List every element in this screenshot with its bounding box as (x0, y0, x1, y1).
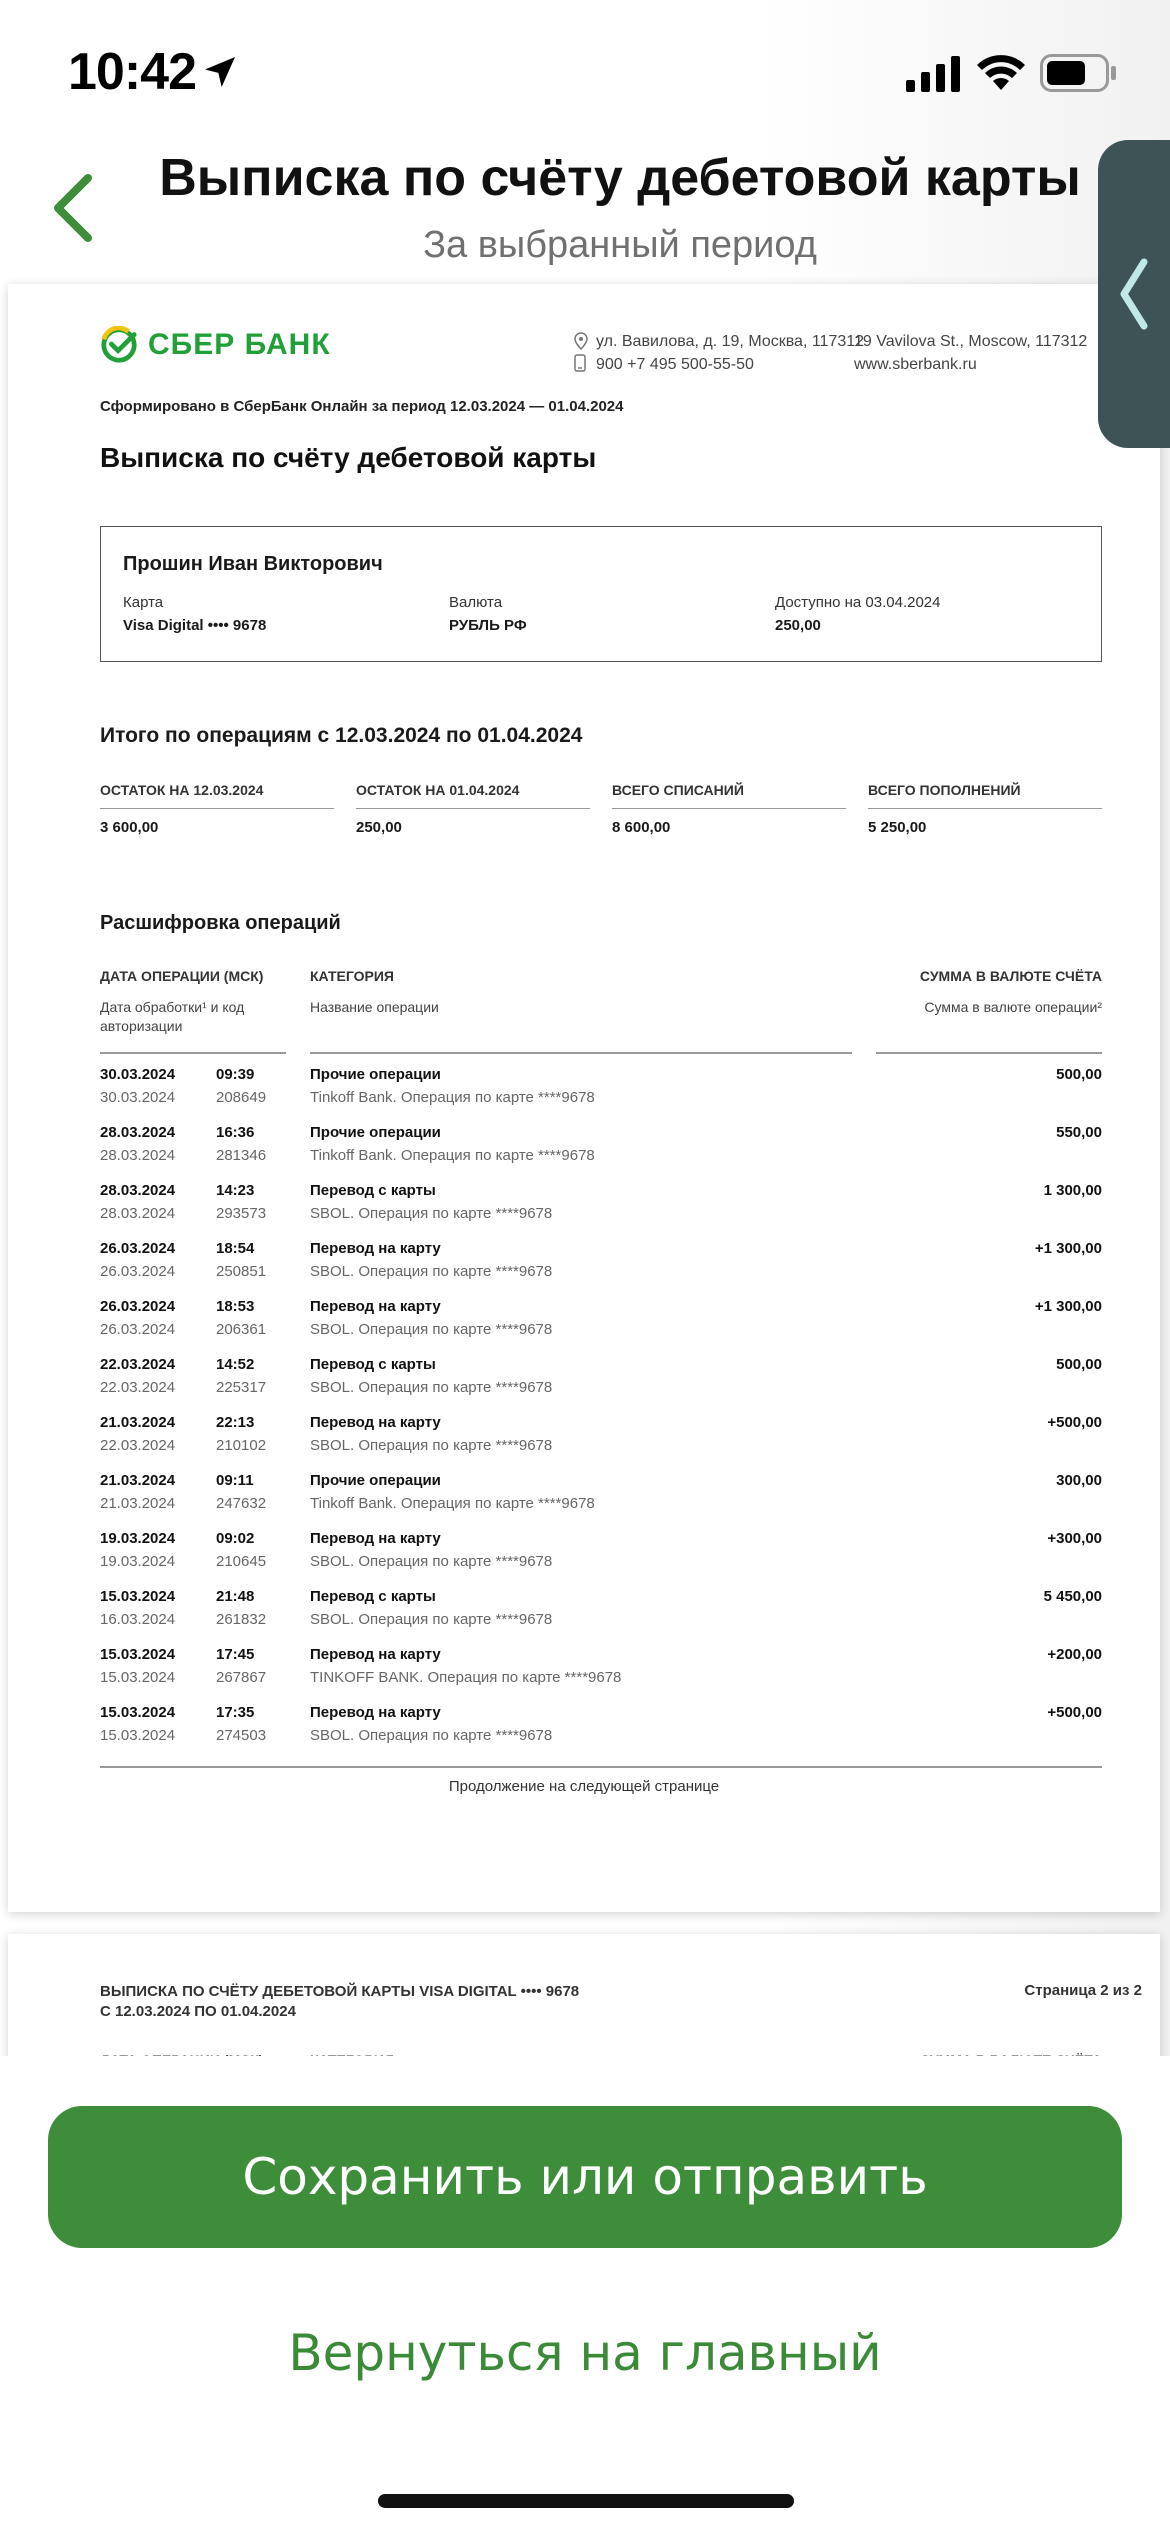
total-value: 5 250,00 (868, 819, 927, 836)
bank-website: www.sberbank.ru (854, 356, 977, 373)
operation-amount: 550,00 (1056, 1124, 1102, 1141)
bank-address-en (854, 330, 1087, 376)
operation-category: Перевод с карты (310, 1356, 436, 1373)
total-label: ОСТАТОК НА 01.04.2024 (356, 782, 590, 809)
header-divider (100, 1052, 286, 1054)
operation-row (100, 1588, 1102, 1646)
operation-time: 18:54 (216, 1240, 255, 1257)
auth-code: 210102 (216, 1437, 267, 1454)
page-subtitle: За выбранный период (423, 224, 817, 266)
total-label: ОСТАТОК НА 12.03.2024 (100, 782, 334, 809)
operation-date: 15.03.2024 (100, 1646, 176, 1663)
operation-row (100, 1124, 1102, 1182)
total-value: 250,00 (356, 819, 402, 836)
operation-amount: 500,00 (1056, 1066, 1102, 1083)
address-ru: ул. Вавилова, д. 19, Москва, 117312 (596, 333, 865, 350)
status-bar (0, 0, 1170, 140)
currency-value: РУБЛЬ РФ (449, 617, 527, 634)
total-closing-balance (356, 782, 590, 836)
operation-category: Прочие операции (310, 1124, 441, 1141)
total-credits (868, 782, 1102, 836)
operation-category: Перевод на карту (310, 1298, 441, 1315)
client-name: Прошин Иван Викторович (123, 553, 383, 575)
operation-amount: +500,00 (1047, 1414, 1102, 1431)
home-indicator[interactable] (378, 2494, 794, 2508)
currency-info (449, 591, 527, 637)
processing-date: 15.03.2024 (100, 1669, 176, 1686)
cellular-signal-icon (906, 56, 962, 92)
available-info (775, 591, 941, 637)
operation-row (100, 1414, 1102, 1472)
operation-row (100, 1356, 1102, 1414)
operation-date: 28.03.2024 (100, 1182, 176, 1199)
operation-date: 26.03.2024 (100, 1240, 176, 1257)
operation-row (100, 1298, 1102, 1356)
processing-date: 28.03.2024 (100, 1147, 176, 1164)
auth-code: 293573 (216, 1205, 267, 1222)
operation-time: 17:35 (216, 1704, 255, 1721)
processing-date: 16.03.2024 (100, 1611, 176, 1628)
operation-amount: +500,00 (1047, 1704, 1102, 1721)
operation-date: 28.03.2024 (100, 1124, 176, 1141)
processing-date: 22.03.2024 (100, 1437, 176, 1454)
operation-date: 15.03.2024 (100, 1588, 176, 1605)
operation-time: 17:45 (216, 1646, 255, 1663)
operation-amount: +1 300,00 (1034, 1298, 1102, 1315)
auth-code: 206361 (216, 1321, 267, 1338)
operation-description: TINKOFF BANK. Операция по карте ****9678 (310, 1669, 622, 1686)
battery-icon (1040, 54, 1118, 92)
header-divider (876, 1052, 1102, 1054)
processing-date: 26.03.2024 (100, 1321, 176, 1338)
back-button[interactable] (44, 168, 104, 248)
operation-category: Прочие операции (310, 1066, 441, 1083)
operation-date: 22.03.2024 (100, 1356, 176, 1373)
col-date-header: ДАТА ОПЕРАЦИИ (МСК) (100, 968, 264, 984)
operation-time: 22:13 (216, 1414, 255, 1431)
operation-amount: 300,00 (1056, 1472, 1102, 1489)
operation-description: SBOL. Операция по карте ****9678 (310, 1379, 553, 1396)
auth-code: 267867 (216, 1669, 267, 1686)
return-home-link[interactable]: Вернуться на главный (288, 2324, 882, 2382)
operation-description: SBOL. Операция по карте ****9678 (310, 1205, 553, 1222)
operation-time: 09:39 (216, 1066, 255, 1083)
processing-date: 15.03.2024 (100, 1727, 176, 1744)
operation-description: Tinkoff Bank. Операция по карте ****9678 (310, 1495, 595, 1512)
bank-address-ru (596, 330, 864, 376)
processing-date: 19.03.2024 (100, 1553, 176, 1570)
chevron-left-icon (1114, 256, 1154, 332)
operation-category: Перевод на карту (310, 1704, 441, 1721)
sber-logo-icon (100, 326, 138, 364)
operation-time: 18:53 (216, 1298, 255, 1315)
totals-title: Итого по операциям с 12.03.2024 по 01.04.2024 (100, 724, 583, 747)
operation-time: 21:48 (216, 1588, 255, 1605)
operation-row (100, 1530, 1102, 1588)
operation-description: Tinkoff Bank. Операция по карте ****9678 (310, 1147, 595, 1164)
operation-row (100, 1646, 1102, 1704)
bottom-actions (0, 2056, 1170, 2532)
operation-category: Перевод на карту (310, 1414, 441, 1431)
page-number: Страница 2 из 2 (1024, 1982, 1142, 1999)
card-label: Карта (123, 594, 164, 611)
auth-code: 247632 (216, 1495, 267, 1512)
continue-note: Продолжение на следующей странице (448, 1778, 720, 1795)
col-date-subheader: Дата обработки¹ и код авторизации (100, 999, 245, 1034)
operation-category: Прочие операции (310, 1472, 441, 1489)
operation-time: 14:52 (216, 1356, 255, 1373)
operation-time: 09:02 (216, 1530, 255, 1547)
available-label: Доступно на 03.04.2024 (775, 594, 941, 611)
col-amount-subheader: Сумма в валюте операции² (924, 999, 1102, 1015)
bank-name: СБЕР БАНК (148, 328, 331, 361)
total-debits (612, 782, 846, 836)
operation-description: SBOL. Операция по карте ****9678 (310, 1437, 553, 1454)
status-time: 10:42 (68, 43, 196, 101)
operation-description: SBOL. Операция по карте ****9678 (310, 1321, 553, 1338)
auth-code: 281346 (216, 1147, 267, 1164)
page2-header-line1: ВЫПИСКА ПО СЧЁТУ ДЕБЕТОВОЙ КАРТЫ VISA DIGITAL •••• 9678 (100, 1983, 580, 2000)
operation-date: 19.03.2024 (100, 1530, 176, 1547)
operation-category: Перевод на карту (310, 1240, 441, 1257)
currency-label: Валюта (449, 594, 503, 611)
auth-code: 210645 (216, 1553, 267, 1570)
processing-date: 26.03.2024 (100, 1263, 176, 1280)
operation-description: SBOL. Операция по карте ****9678 (310, 1263, 553, 1280)
operation-row (100, 1240, 1102, 1298)
operation-amount: +1 300,00 (1034, 1240, 1102, 1257)
operation-description: SBOL. Операция по карте ****9678 (310, 1553, 553, 1570)
page2-header (100, 1982, 579, 2022)
operation-category: Перевод с карты (310, 1588, 436, 1605)
operation-amount: 1 300,00 (1043, 1182, 1102, 1199)
operation-date: 26.03.2024 (100, 1298, 176, 1315)
col-amount-header: СУММА В ВАЛЮТЕ СЧЁТА (919, 968, 1102, 984)
auth-code: 274503 (216, 1727, 267, 1744)
operation-category: Перевод на карту (310, 1530, 441, 1547)
card-info (123, 591, 266, 637)
total-opening-balance (100, 782, 334, 836)
auth-code: 250851 (216, 1263, 267, 1280)
operation-date: 30.03.2024 (100, 1066, 176, 1083)
total-value: 8 600,00 (612, 819, 671, 836)
header-divider (310, 1052, 852, 1054)
processing-date: 30.03.2024 (100, 1089, 176, 1106)
auth-code: 261832 (216, 1611, 267, 1628)
statement-page-1 (8, 284, 1160, 1912)
operation-description: Tinkoff Bank. Операция по карте ****9678 (310, 1089, 595, 1106)
available-value: 250,00 (775, 617, 821, 634)
client-info-box (100, 526, 1102, 662)
operation-date: 21.03.2024 (100, 1472, 176, 1489)
operation-time: 09:11 (216, 1472, 254, 1489)
operation-category: Перевод с карты (310, 1182, 436, 1199)
operation-row (100, 1472, 1102, 1530)
processing-date: 22.03.2024 (100, 1379, 176, 1396)
operation-date: 15.03.2024 (100, 1704, 176, 1721)
address-en: 19 Vavilova St., Moscow, 117312 (854, 333, 1088, 350)
page-title: Выписка по счёту дебетовой карты (159, 149, 1081, 207)
col-category-subheader: Название операции (310, 999, 439, 1015)
operation-amount: 500,00 (1056, 1356, 1102, 1373)
location-pin-icon (574, 332, 588, 350)
processing-date: 21.03.2024 (100, 1495, 176, 1512)
processing-date: 28.03.2024 (100, 1205, 176, 1222)
total-label: ВСЕГО СПИСАНИЙ (612, 782, 846, 809)
save-or-send-button[interactable]: Сохранить или отправить (48, 2106, 1122, 2248)
operation-date: 21.03.2024 (100, 1414, 176, 1431)
operation-row (100, 1066, 1102, 1124)
sber-logo (100, 326, 331, 364)
operation-time: 16:36 (216, 1124, 255, 1141)
operation-row (100, 1704, 1102, 1762)
bank-phones: 900 +7 495 500-55-50 (596, 356, 754, 373)
auth-code: 225317 (216, 1379, 267, 1396)
total-label: ВСЕГО ПОПОЛНЕНИЙ (868, 782, 1102, 809)
operations-title: Расшифровка операций (100, 912, 341, 934)
col-category-header: КАТЕГОРИЯ (310, 968, 394, 984)
total-value: 3 600,00 (100, 819, 159, 836)
operation-amount: +300,00 (1047, 1530, 1102, 1547)
auth-code: 208649 (216, 1089, 267, 1106)
table-bottom-divider (100, 1766, 1102, 1768)
card-value: Visa Digital •••• 9678 (123, 617, 267, 634)
page2-header-line2: С 12.03.2024 ПО 01.04.2024 (100, 2003, 296, 2020)
operation-amount: +200,00 (1047, 1646, 1102, 1663)
phone-icon (574, 354, 586, 372)
side-panel-tab[interactable] (1098, 140, 1170, 448)
operation-description: SBOL. Операция по карте ****9678 (310, 1727, 553, 1744)
operation-category: Перевод на карту (310, 1646, 441, 1663)
location-arrow-icon (200, 52, 240, 92)
generated-note: Сформировано в СберБанк Онлайн за период 12.03.2024 — 01.04.2024 (100, 398, 624, 415)
document-title: Выписка по счёту дебетовой карты (100, 442, 597, 473)
operation-description: SBOL. Операция по карте ****9678 (310, 1611, 553, 1628)
operation-row (100, 1182, 1102, 1240)
wifi-icon (976, 52, 1026, 92)
operation-time: 14:23 (216, 1182, 255, 1199)
operation-amount: 5 450,00 (1043, 1588, 1102, 1605)
